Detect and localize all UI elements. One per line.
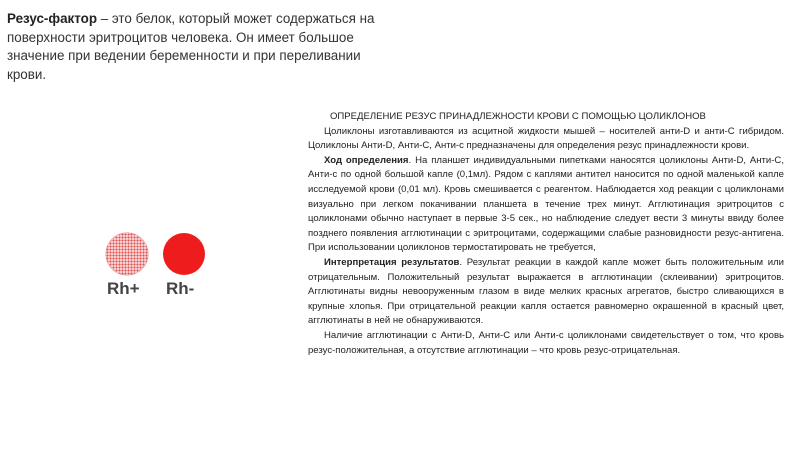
article — [308, 110, 784, 358]
intro-term: Резус-фактор — [7, 11, 97, 26]
rh-figure — [104, 233, 224, 303]
procedure-text: . На планшет индивидуальными пипетками наносятся цоликлоны Анти-D, Анти-С, Анти-с по одной большой капле (0,1мл). Рядом с каплями антител наносится по одной маленькой капле исследуемой крови (0,01 мл). Кровь смешивается с реагентом. Наблюдается ход реакции с цоликлонами визуально при легком покачивании планшета в течение трех минут. Агглютинация эритроцитов с цоликлонами обычно наступает в первые 3-5 сек., но наблюдение следует вести 3 минуты ввиду более позднего появления агглютинации с эритроцитами, содержащими слабые разновидности резус-антигена. При использовании цоликлонов термостатировать не требуется, — [308, 154, 784, 254]
article-heading: ОПРЕДЕЛЕНИЕ РЕЗУС ПРИНАДЛЕЖНОСТИ КРОВИ С ПОМОЩЬЮ ЦОЛИКЛОНОВ — [330, 111, 706, 122]
rh-positive-label: Rh+ — [107, 279, 140, 298]
interpretation-label: Интерпретация результатов — [324, 256, 460, 268]
procedure-label: Ход определения — [324, 154, 409, 166]
rh-negative-circle — [163, 233, 205, 275]
article-para-colyclones: Цоликлоны изготавливаются из асцитной жидкости мышей – носителей анти-D и анти-С гибридом. Цоликлоны Анти-D, Анти-С, Анти-с предназначены для определения резус принадлежности крови. — [308, 125, 784, 152]
interpretation-text: . Результат реакции в каждой капле может быть положительным или отрицательным. Положительный результат выражается в агглютинации (склеивании) эритроцитов. Агглютинаты видны невооруженным глазом в виде мелких красных агрегатов, быстро сливающихся в крупные хлопья. При отрицательной реакции капля остается равномерно окрашенной в красный цвет, агглютинаты в ней не обнаруживаются. — [308, 256, 784, 327]
article-para-interpretation — [308, 256, 784, 329]
article-para-procedure — [308, 154, 784, 256]
intro-definition — [7, 10, 397, 84]
rh-negative-label: Rh- — [166, 279, 195, 298]
intro-text: – это белок, который может содержаться на поверхности эритроцитов человека. Он имеет большое значение при ведении беременности и при переливании крови. — [7, 11, 375, 82]
rh-positive-circle — [106, 233, 148, 275]
article-para-conclusion: Наличие агглютинации с Анти-D, Анти-С или Анти-с цоликлонами свидетельствует о том, что кровь резус-положительная, а отсутствие агглютинации – что кровь резус-отрицательная. — [308, 329, 784, 356]
